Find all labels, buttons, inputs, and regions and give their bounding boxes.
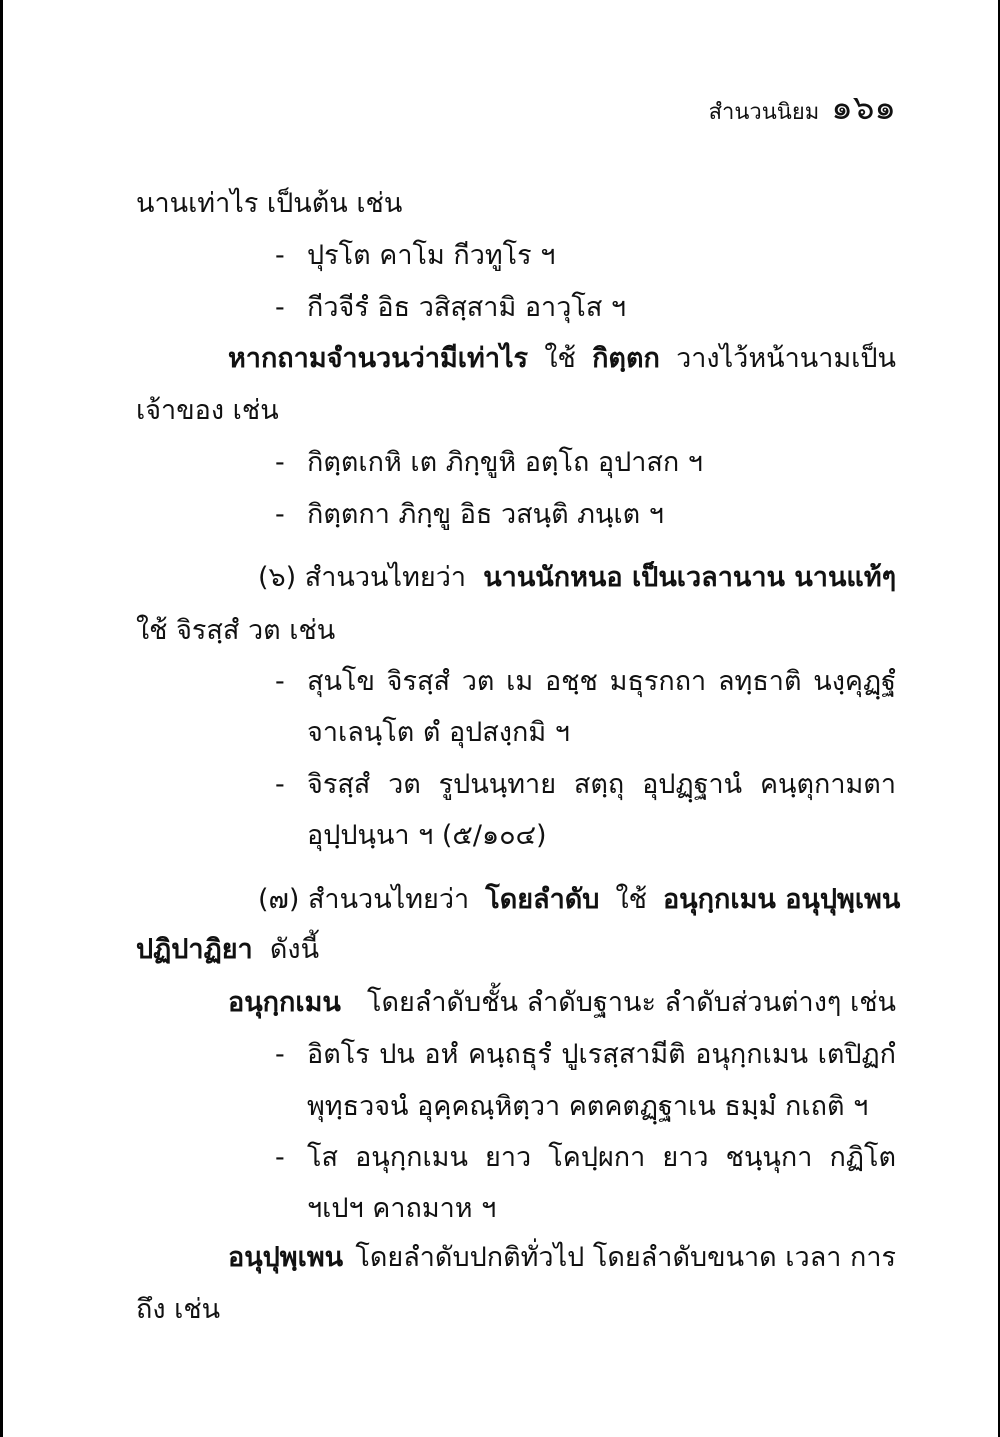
text-line: ฯเปฯ คาถมาห ฯ: [307, 1193, 497, 1224]
list-item: - จิรสฺสํ วต รูปนนฺทาย สตฺถุ อุปฏฺฐานํ คนฺตุกามตา: [275, 769, 896, 800]
list-item: - กิตฺตเกหิ เต ภิกฺขูหิ อตฺโถ อุปาสก ฯ: [275, 447, 703, 478]
page-border-left: [0, 0, 3, 1437]
page-number: ๑๖๑: [831, 88, 896, 128]
text-line: จาเลนฺโต ตํ อุปสงฺกมิ ฯ: [307, 717, 570, 748]
list-item: - ปุรโต คาโม กีวทูโร ฯ: [275, 240, 556, 271]
page-header: [709, 80, 896, 134]
text-line: ปฏิปาฏิยา ดังนี้: [136, 934, 320, 965]
text-line: นานเท่าไร เป็นต้น เช่น: [136, 188, 403, 219]
text-line: อุปฺปนฺนา ฯ (๕/๑๐๔): [307, 820, 547, 851]
text-line: เจ้าของ เช่น: [136, 395, 279, 426]
text-line: อนุกฺกเมน โดยลำดับชั้น ลำดับฐานะ ลำดับส่วนต่างๆ เช่น: [228, 987, 896, 1018]
list-item: - อิตโร ปน อหํ คนฺถธุรํ ปูเรสฺสามีติ อนุกฺกเมน เตปิฏกํ: [275, 1039, 896, 1070]
text-line: พุทฺธวจนํ อุคฺคณฺหิตฺวา คตคตฏฺฐาเน ธมฺมํ กเถติ ฯ: [307, 1091, 869, 1122]
text-line: ถึง เช่น: [136, 1294, 221, 1325]
list-item: - กิตฺตกา ภิกฺขู อิธ วสนฺติ ภนฺเต ฯ: [275, 499, 664, 530]
text-line: (๖) สำนวนไทยว่า นานนักหนอ เป็นเวลานาน นานแท้ๆ: [258, 562, 897, 593]
list-item: - โส อนุกฺกเมน ยาว โคปฺผกา ยาว ชนฺนุกา กฏิโต: [275, 1142, 896, 1173]
text-line: อนุปุพฺเพน โดยลำดับปกติทั่วไป โดยลำดับขนาด เวลา การ: [228, 1242, 896, 1273]
text-line: หากถามจำนวนว่ามีเท่าไร ใช้ กิตฺตก วางไว้หน้านามเป็น: [228, 343, 896, 374]
header-title: สำนวนนิยม: [708, 100, 820, 125]
text-line: (๗) สำนวนไทยว่า โดยลำดับ ใช้ อนุกฺกเมน อนุปุพฺเพน: [258, 884, 901, 915]
text-line: ใช้ จิรสฺสํ วต เช่น: [136, 615, 336, 646]
list-item: - สุนโข จิรสฺสํ วต เม อชฺช มธุรกถา ลทฺธาติ นงฺคุฏฺฐํ: [275, 666, 896, 697]
list-item: - กีวจีรํ อิธ วสิสฺสามิ อาวุโส ฯ: [275, 292, 627, 323]
